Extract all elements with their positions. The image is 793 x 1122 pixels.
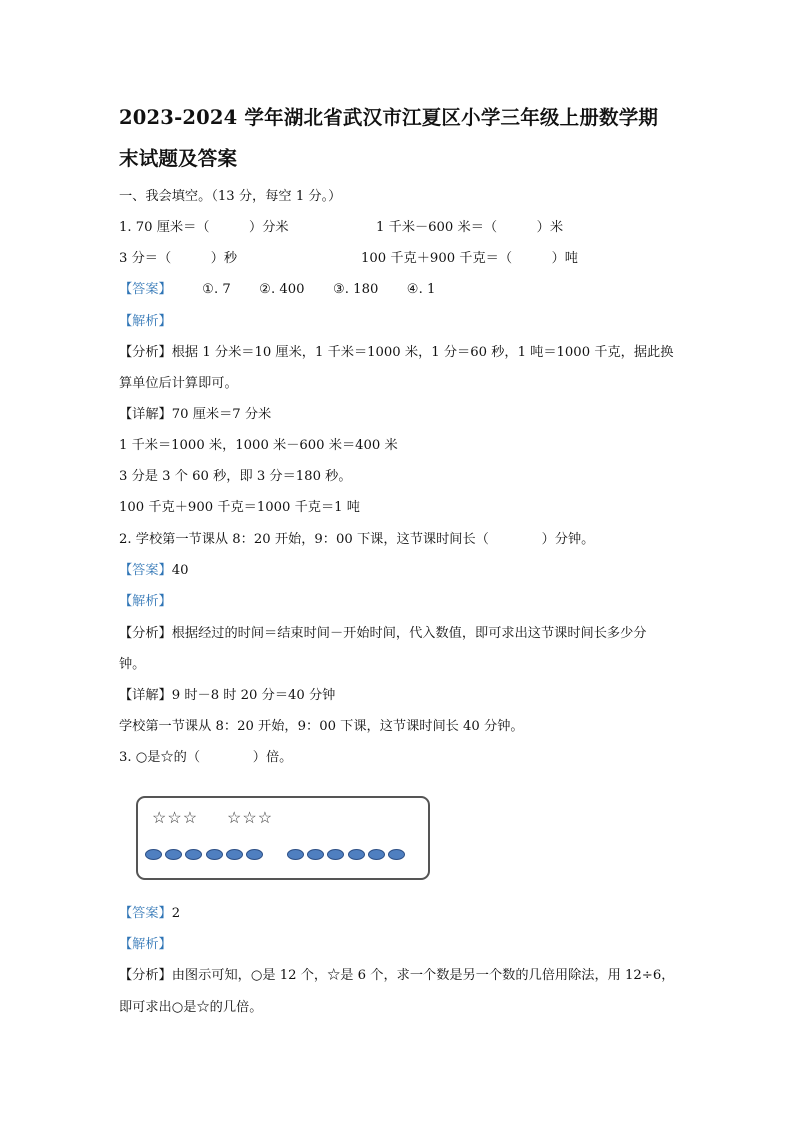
document-title-line1: 2023-2024 学年湖北省武汉市江夏区小学三年级上册数学期	[119, 106, 659, 129]
q1-fenxi-text: 根据 1 分米＝10 厘米，1 千米＝1000 米，1 分＝60 秒，1 吨＝1000 千克，据此换	[171, 345, 674, 360]
q3-answer-line	[119, 905, 180, 923]
oval-shape	[307, 849, 324, 860]
q1-analysis-tag: 【解析】	[119, 314, 172, 329]
q2-answer-line	[119, 562, 189, 580]
oval-group-2	[287, 849, 408, 860]
q2-text: 2. 学校第一节课从 8：20 开始，9：00 下课，这节课时间长（ ）分钟。	[119, 532, 595, 547]
oval-shape	[165, 849, 182, 860]
fenxi-tag: 【分析】	[119, 626, 172, 641]
document-title-line2: 末试题及答案	[119, 147, 238, 170]
star-group-1: ☆☆☆	[152, 808, 199, 827]
q1-item-b: 1 千米－600 米＝（ ）米	[376, 220, 564, 235]
q3-fenxi-line2: 即可求出○是☆的几倍。	[119, 1000, 263, 1015]
q1-xiangjie-line4: 100 千克＋900 千克＝1000 千克＝1 吨	[119, 500, 360, 515]
q3-fenxi-line1	[119, 967, 674, 985]
q1-answer-part: ④. 1	[406, 282, 436, 297]
q2-fenxi-line1	[119, 625, 647, 643]
q1-xiangjie-line1	[119, 406, 271, 424]
q1-xiangjie-line3: 3 分是 3 个 60 秒，即 3 分＝180 秒。	[119, 469, 352, 484]
q3-answer: 2	[171, 906, 181, 921]
star-group-2: ☆☆☆	[227, 808, 274, 827]
fenxi-tag: 【分析】	[119, 968, 172, 983]
answer-tag: 【答案】	[119, 906, 172, 921]
q1-answer-part: ③. 180	[332, 282, 379, 297]
q2-fenxi-line2: 钟。	[119, 657, 146, 672]
oval-shape	[206, 849, 223, 860]
xiangjie-tag: 【详解】	[119, 407, 172, 422]
q1-answer-part: ②. 400	[259, 282, 305, 297]
oval-shape	[287, 849, 304, 860]
q1-answer-line	[119, 281, 435, 299]
xiangjie-tag: 【详解】	[119, 688, 172, 703]
q1-xiangjie-text: 70 厘米＝7 分米	[171, 407, 272, 422]
q2-fenxi-text: 根据经过的时间＝结束时间－开始时间，代入数值，即可求出这节课时间长多少分	[171, 626, 647, 641]
oval-group-1	[145, 849, 266, 860]
oval-shape	[388, 849, 405, 860]
q1-item-a: 1. 70 厘米＝（ ）分米	[119, 220, 289, 235]
oval-shape	[185, 849, 202, 860]
q3-fenxi-text: 由图示可知，○是 12 个，☆是 6 个，求一个数是另一个数的几倍用除法，用 12÷6，	[171, 968, 675, 983]
answer-tag: 【答案】	[119, 563, 172, 578]
q2-analysis-tag: 【解析】	[119, 594, 172, 609]
q2-xiangjie-line2: 学校第一节课从 8：20 开始，9：00 下课，这节课时间长 40 分钟。	[119, 719, 524, 734]
q2-xiangjie-line1	[119, 687, 335, 705]
q3-analysis-tag: 【解析】	[119, 937, 172, 952]
oval-shape	[368, 849, 385, 860]
oval-shape	[348, 849, 365, 860]
q1-fenxi-line1	[119, 344, 673, 362]
oval-shape	[145, 849, 162, 860]
q1-xiangjie-line2: 1 千米＝1000 米，1000 米－600 米＝400 米	[119, 438, 398, 453]
answer-tag: 【答案】	[119, 282, 172, 297]
q3-text: 3. ○是☆的（ ）倍。	[119, 750, 293, 765]
q1-answer-part: ①. 7	[202, 282, 231, 297]
q1-item-c: 3 分＝（ ）秒	[119, 251, 238, 266]
oval-shape	[226, 849, 243, 860]
oval-shape	[327, 849, 344, 860]
section-heading: 一、我会填空。（13 分，每空 1 分。）	[119, 189, 342, 204]
oval-shape	[246, 849, 263, 860]
q2-xiangjie-text: 9 时－8 时 20 分＝40 分钟	[171, 688, 336, 703]
fenxi-tag: 【分析】	[119, 345, 172, 360]
q1-fenxi-line2: 算单位后计算即可。	[119, 376, 238, 391]
q1-item-d: 100 千克＋900 千克＝（ ）吨	[361, 251, 578, 266]
q2-answer: 40	[171, 563, 189, 578]
